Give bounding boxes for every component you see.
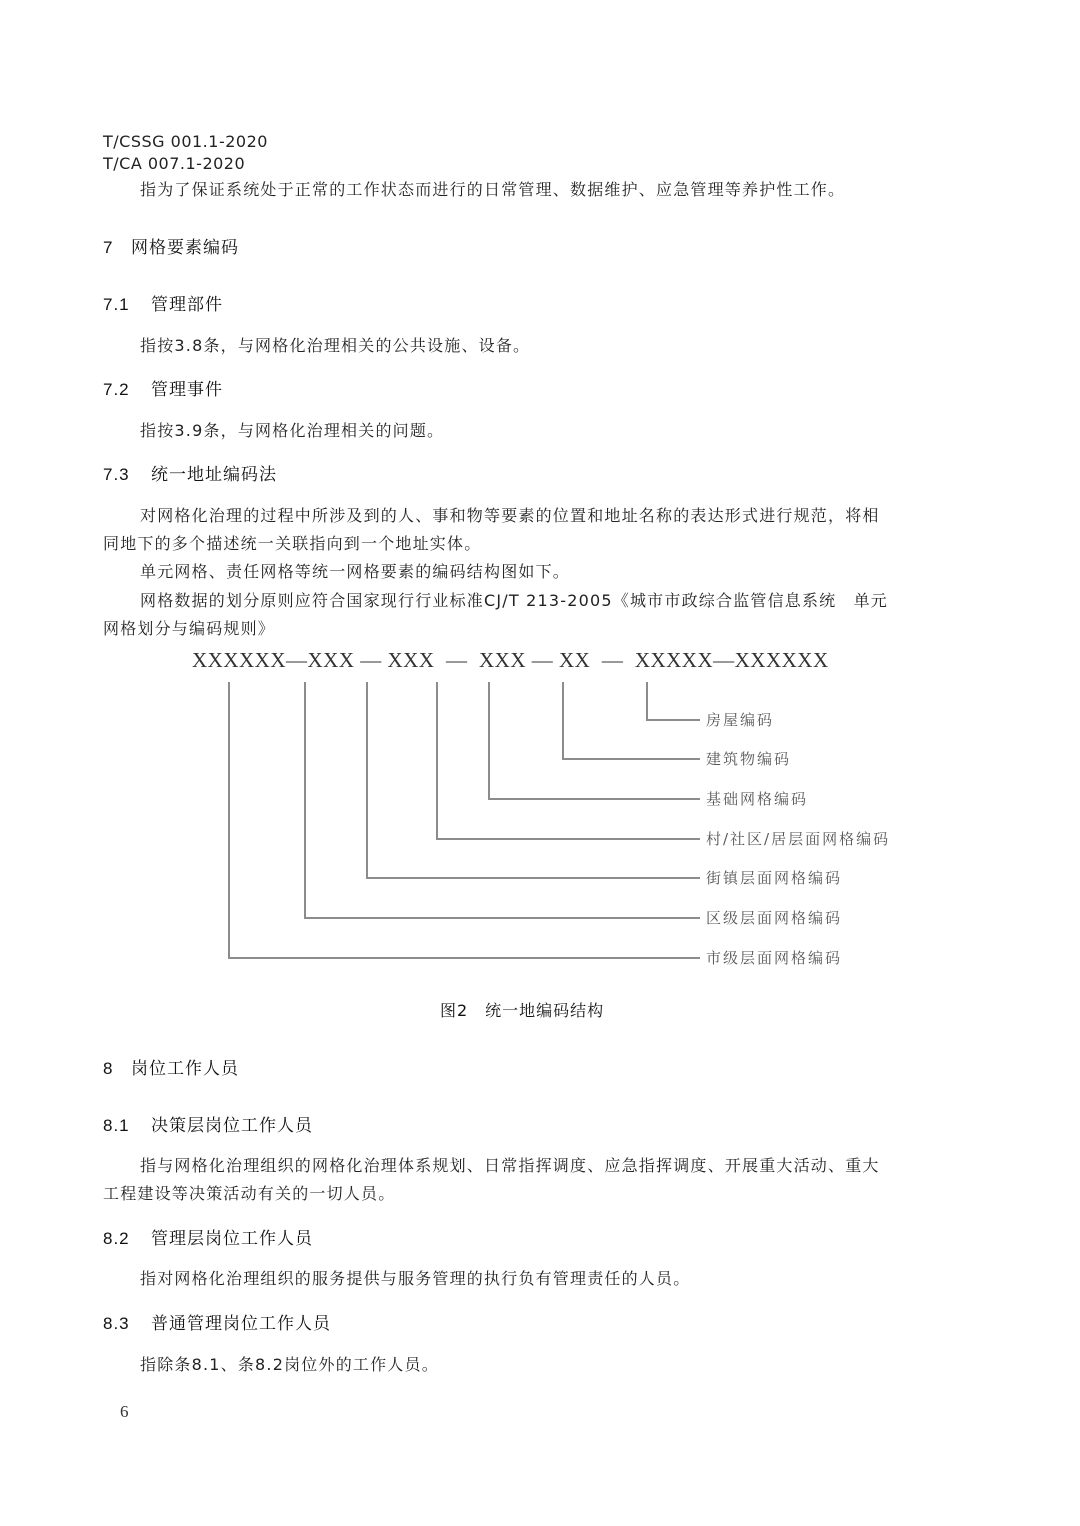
connector-basic-grid-vertical [488, 682, 490, 800]
section-number: 8.2 [103, 1229, 130, 1248]
section-number: 7.3 [103, 465, 130, 484]
section-7-3-para-3-line-2: 网格划分与编码规则》 [103, 619, 276, 638]
section-title: 管理层岗位工作人员 [151, 1229, 313, 1249]
section-7-2-text: 指按3.9条，与网格化治理相关的问题。 [140, 421, 445, 440]
section-number: 7.2 [103, 380, 130, 399]
page-number: 6 [120, 1402, 129, 1421]
carryover-paragraph: 指为了保证系统处于正常的工作状态而进行的日常管理、数据维护、应急管理等养护性工作。 [140, 180, 846, 199]
section-number: 7.1 [103, 295, 130, 314]
connector-district-horizontal [304, 917, 700, 919]
connector-district-vertical [304, 682, 306, 919]
section-7-1-text: 指按3.8条，与网格化治理相关的公共设施、设备。 [140, 336, 531, 355]
connector-building-horizontal [562, 758, 700, 760]
label-community-grid-code: 村/社区/居层面网格编码 [706, 830, 891, 848]
standard-code-ca: T/CA 007.1-2020 [103, 154, 246, 173]
section-title: 管理事件 [151, 380, 223, 400]
section-number: 8.3 [103, 1314, 130, 1333]
connector-street-vertical [366, 682, 368, 879]
section-7-2-heading [103, 375, 223, 400]
section-8-3-text: 指除条8.1、条8.2岗位外的工作人员。 [140, 1355, 439, 1374]
connector-house-vertical [646, 682, 648, 721]
figure-caption: 图2 统一地编码结构 [440, 1001, 605, 1020]
section-7-1-heading [103, 290, 223, 315]
standard-code-cssg: T/CSSG 001.1-2020 [103, 132, 268, 151]
section-number: 7 [103, 238, 114, 257]
section-title: 网格要素编码 [131, 238, 239, 258]
section-8-2-heading [103, 1224, 313, 1249]
section-8-1-text-line-1: 指与网格化治理组织的网格化治理体系规划、日常指挥调度、应急指挥调度、开展重大活动、重大 [140, 1156, 880, 1175]
section-title: 管理部件 [151, 295, 223, 315]
section-8-2-text: 指对网格化治理组织的服务提供与服务管理的执行负有管理责任的人员。 [140, 1269, 691, 1288]
section-8-heading [103, 1054, 239, 1079]
label-house-code: 房屋编码 [706, 711, 775, 729]
section-8-3-heading [103, 1309, 331, 1334]
section-8-1-heading [103, 1111, 313, 1136]
connector-community-vertical [436, 682, 438, 840]
connector-community-horizontal [436, 838, 700, 840]
section-7-3-para-2: 单元网格、责任网格等统一网格要素的编码结构图如下。 [140, 562, 571, 581]
connector-city-vertical [228, 682, 230, 959]
connector-city-horizontal [228, 957, 700, 959]
section-8-1-text-line-2: 工程建设等决策活动有关的一切人员。 [103, 1184, 396, 1203]
section-7-heading [103, 233, 239, 258]
label-street-grid-code: 街镇层面网格编码 [706, 869, 843, 887]
connector-building-vertical [562, 682, 564, 760]
section-title: 决策层岗位工作人员 [151, 1116, 313, 1136]
connector-street-horizontal [366, 877, 700, 879]
section-7-3-para-1-line-1: 对网格化治理的过程中所涉及到的人、事和物等要素的位置和地址名称的表达形式进行规范，将相 [140, 506, 880, 525]
label-building-code: 建筑物编码 [706, 750, 792, 768]
section-title: 岗位工作人员 [131, 1059, 239, 1079]
section-number: 8 [103, 1059, 114, 1078]
section-7-3-para-3-line-1: 网格数据的划分原则应符合国家现行行业标准CJ/T 213-2005《城市市政综合监管信息系统 单元 [140, 591, 888, 610]
section-title: 普通管理岗位工作人员 [151, 1314, 331, 1334]
section-7-3-heading [103, 460, 277, 485]
section-number: 8.1 [103, 1116, 130, 1135]
connector-basic-grid-horizontal [488, 798, 700, 800]
section-title: 统一地址编码法 [151, 465, 277, 485]
section-7-3-para-1-line-2: 同地下的多个描述统一关联指向到一个地址实体。 [103, 534, 482, 553]
label-basic-grid-code: 基础网格编码 [706, 790, 809, 808]
label-district-grid-code: 区级层面网格编码 [706, 909, 843, 927]
label-city-grid-code: 市级层面网格编码 [706, 949, 843, 967]
code-pattern: XXXXXX—XXX — XXX — XXX — XX — XXXXX—XXXXXX [192, 648, 829, 672]
connector-house-horizontal [646, 719, 700, 721]
